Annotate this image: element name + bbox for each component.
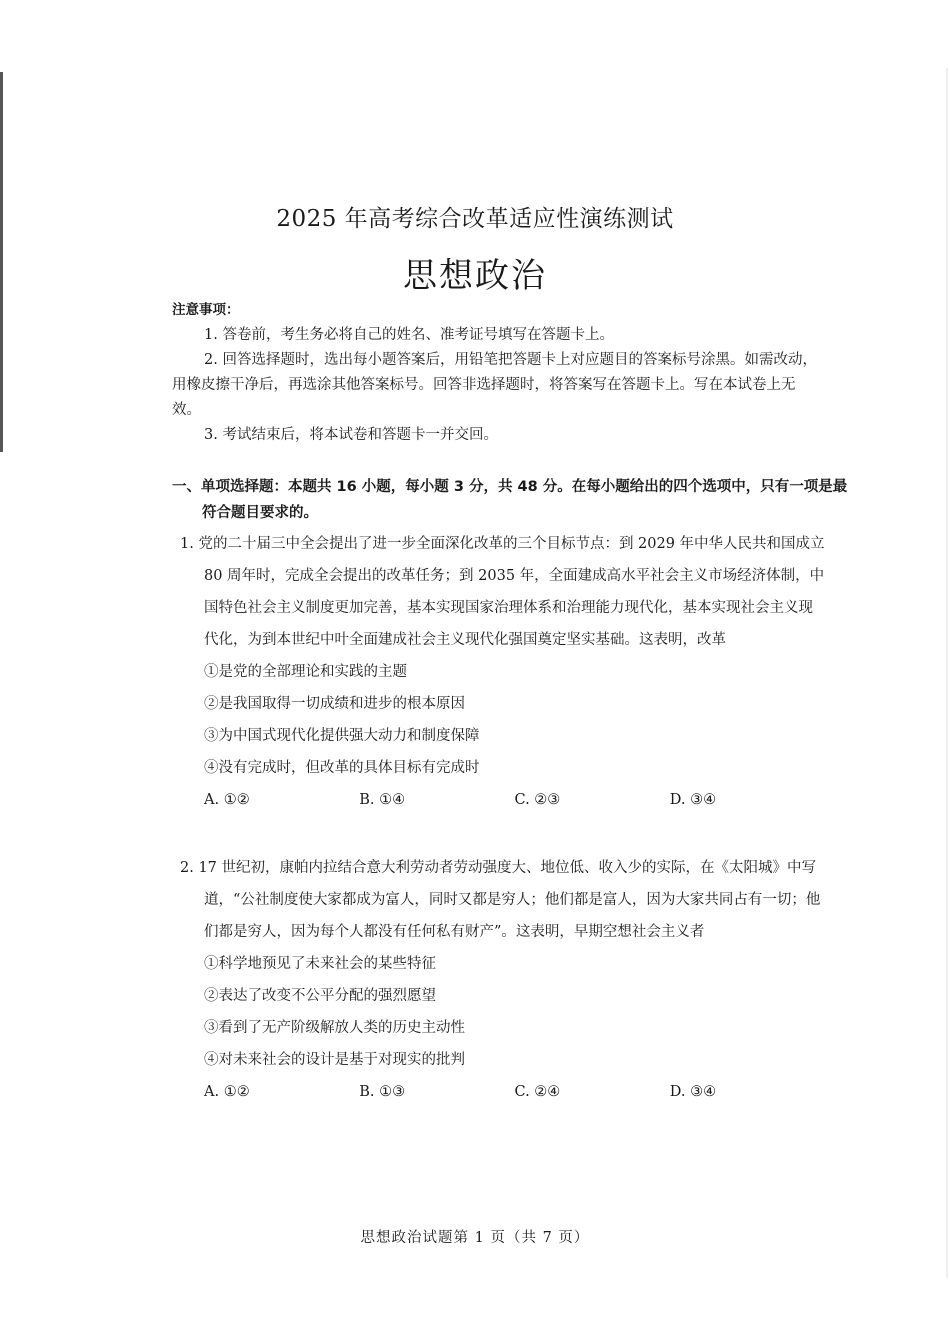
notes-block <box>172 298 822 448</box>
choice-d: D. ③④ <box>669 792 717 808</box>
question-stem: 1. 党的二十届三中全会提出了进一步全面深化改革的三个目标节点：到 2029 年中华人民共和国成立 80 周年时，完成全会提出的改革任务；到 2035 年，全面建成高水平社会主义市场经济体制，中国特色社会主义制度更加完善，基本实现国家治理体系和治理能力现代化，基本实现社会主义现代化，为到本世纪中叶全面建成社会主义现代化强国奠定坚实基础。这表明，改革 <box>180 536 825 648</box>
answer-choices <box>180 784 825 816</box>
statement-option: ④没有完成时，但改革的具体目标有完成时 <box>204 760 480 776</box>
subject-title: 思想政治 <box>403 256 547 296</box>
notes-heading: 注意事项： <box>172 302 240 318</box>
choice-b: B. ①③ <box>359 1084 406 1100</box>
statement-option: ④对未来社会的设计是基于对现实的批判 <box>204 1052 465 1068</box>
choice-c: C. ②③ <box>514 792 561 808</box>
choice-b: B. ①④ <box>359 792 406 808</box>
choice-a: A. ①② <box>204 1084 250 1100</box>
statement-option: ③为中国式现代化提供强大动力和制度保障 <box>204 728 480 744</box>
exam-title: 2025 年高考综合改革适应性演练测试 <box>276 206 674 232</box>
choice-a: A. ①② <box>204 792 250 808</box>
question-2 <box>180 852 825 1108</box>
question-1 <box>180 528 825 816</box>
statement-option: ①是党的全部理论和实践的主题 <box>204 664 407 680</box>
statement-option: ①科学地预见了未来社会的某些特征 <box>204 956 436 972</box>
answer-choices <box>180 1076 825 1108</box>
note-item: 1. 答卷前，考生务必将自己的姓名、准考证号填写在答题卡上。 <box>204 327 614 343</box>
statement-option: ②表达了改变不公平分配的强烈愿望 <box>204 988 436 1004</box>
statement-option: ②是我国取得一切成绩和进步的根本原因 <box>204 696 465 712</box>
question-stem: 2. 17 世纪初，康帕内拉结合意大利劳动者劳动强度大、地位低、收入少的实际，在《太阳城》中写道，“公社制度使大家都成为富人，同时又都是穷人；他们都是富人，因为大家共同占有一切；他们都是穷人，因为每个人都没有任何私有财产”。这表明，早期空想社会主义者 <box>180 860 821 940</box>
choice-c: C. ②④ <box>514 1084 561 1100</box>
note-item: 2. 回答选择题时，选出每小题答案后，用铅笔把答题卡上对应题目的答案标号涂黑。如需改动，用橡皮擦干净后，再选涂其他答案标号。回答非选择题时，将答案写在答题卡上。写在本试卷上无效。 <box>172 352 817 418</box>
statement-option: ③看到了无产阶级解放人类的历史主动性 <box>204 1020 465 1036</box>
section-heading: 一、单项选择题：本题共 16 小题，每小题 3 分，共 48 分。在每小题给出的四个选项中，只有一项是最符合题目要求的。 <box>172 479 848 521</box>
choice-d: D. ③④ <box>669 1084 717 1100</box>
note-item: 3. 考试结束后，将本试卷和答题卡一并交回。 <box>204 427 498 443</box>
page-footer: 思想政治试题第 1 页（共 7 页） <box>360 1230 590 1246</box>
